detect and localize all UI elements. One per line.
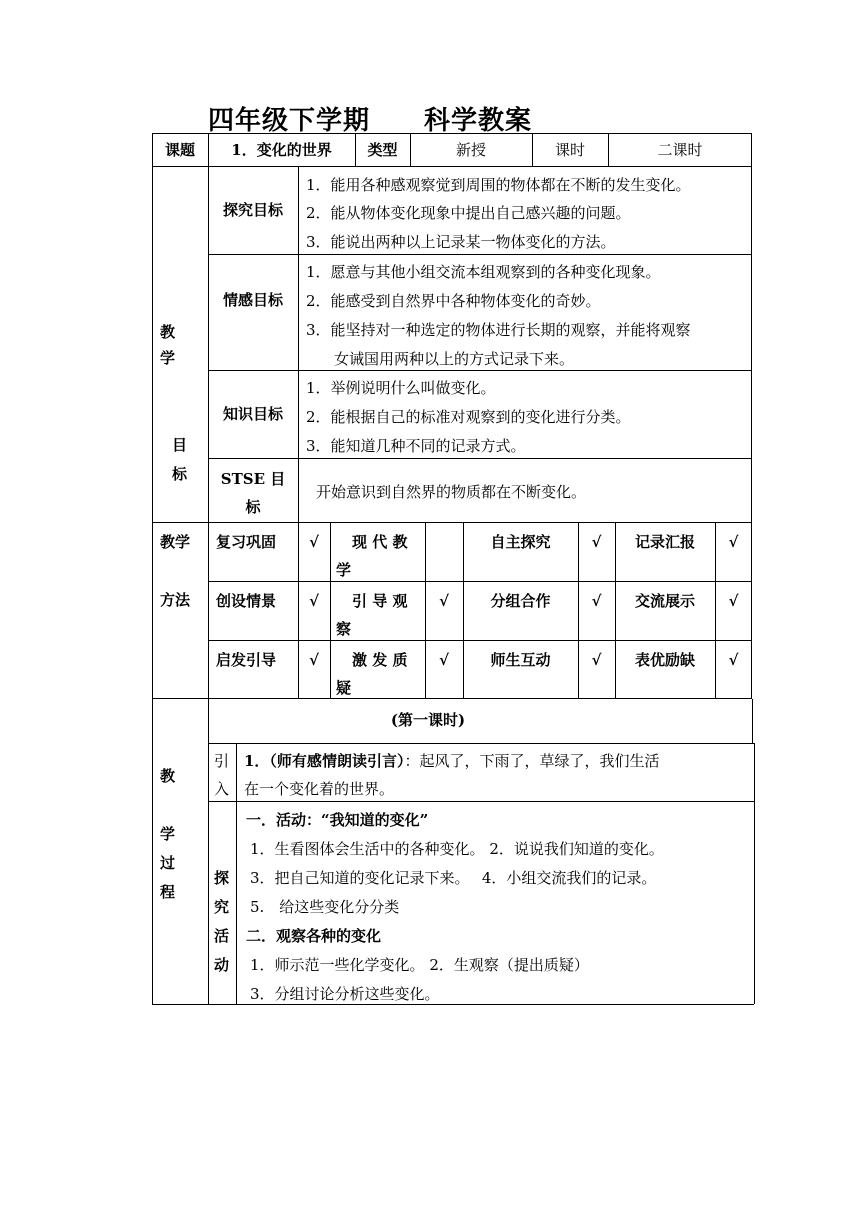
method-check: √ <box>309 651 319 669</box>
knowledge-goal-item: 1．举例说明什么叫做变化。 <box>306 379 496 397</box>
goals-section-label-3: 目 <box>172 436 188 454</box>
stse-goal-label: STSE 目 <box>220 470 286 488</box>
explore-activity-label-4: 动 <box>214 956 230 974</box>
hours-label: 课时 <box>554 140 585 159</box>
emotion-goal-item: 2．能感受到自然界中各种物体变化的奇妙。 <box>306 292 601 310</box>
topic-label: 课题 <box>164 140 195 159</box>
method-item: 表优励缺 <box>634 651 695 669</box>
method-check: √ <box>309 592 319 610</box>
method-check: √ <box>439 651 449 669</box>
method-item: 激 发 质 <box>352 651 408 669</box>
method-item: 创设情景 <box>216 592 277 610</box>
methods-label-line2: 方法 <box>160 591 191 609</box>
process-section-label-2: 学 <box>160 825 176 843</box>
method-item: 记录汇报 <box>634 533 695 551</box>
process-section-label-1: 教 <box>160 767 176 785</box>
emotion-goal-item: 3．能坚持对一种选定的物体进行长期的观察，并能将观察 <box>306 321 691 339</box>
method-item: 分组合作 <box>490 592 551 610</box>
method-item: 复习巩固 <box>216 533 277 551</box>
stse-goal-text: 开始意识到自然界的物质都在不断变化。 <box>316 483 587 501</box>
method-item: 现 代 教 <box>352 533 408 551</box>
method-check: √ <box>728 533 739 551</box>
method-item: 师生互动 <box>490 651 551 669</box>
goals-section-label-4: 标 <box>172 465 188 483</box>
explore-goal-item: 2．能从物体变化现象中提出自己感兴趣的问题。 <box>306 204 631 222</box>
activity-2-line: 3．分组讨论分析这些变化。 <box>250 985 440 1003</box>
method-item: 自主探究 <box>490 533 551 551</box>
method-item: 引 导 观 <box>352 592 408 610</box>
method-check: √ <box>591 533 602 551</box>
method-check: √ <box>439 592 449 610</box>
goals-section-label-2: 学 <box>160 349 176 367</box>
intro-line-1 <box>244 751 659 771</box>
activity-2-title: 二．观察各种的变化 <box>246 927 382 945</box>
method-item-line2: 疑 <box>336 679 352 697</box>
emotion-goal-item: 女诫国用两种以上的方式记录下来。 <box>334 350 575 368</box>
lesson-title: (第一课时) <box>390 711 466 729</box>
activity-1-line: 5. 给这些变化分分类 <box>250 898 400 916</box>
knowledge-goal-item: 2．能根据自己的标准对观察到的变化进行分类。 <box>306 408 631 426</box>
activity-1-line: 3．把自己知道的变化记录下来。 4．小组交流我们的记录。 <box>250 869 657 887</box>
intro-label-2: 入 <box>214 780 230 798</box>
method-check: √ <box>591 592 602 610</box>
knowledge-goal-item: 3．能知道几种不同的记录方式。 <box>306 437 526 455</box>
hours-value: 二课时 <box>657 140 703 159</box>
process-section-label-3: 过 <box>160 854 176 872</box>
knowledge-goal-label: 知识目标 <box>222 405 283 423</box>
stse-goal-label-line2: 标 <box>245 498 261 516</box>
method-item-line2: 察 <box>336 620 352 638</box>
type-label: 类型 <box>367 140 398 159</box>
method-item: 启发引导 <box>216 651 277 669</box>
activity-2-line: 1．师示范一些化学变化。 2．生观察（提出质疑） <box>250 956 589 974</box>
method-check: √ <box>728 592 739 610</box>
method-item: 交流展示 <box>634 592 695 610</box>
explore-goal-item: 1．能用各种感观察觉到周围的物体都在不断的发生变化。 <box>306 176 691 194</box>
topic-value: 1．变化的世界 <box>231 140 332 159</box>
type-value: 新授 <box>455 140 486 159</box>
intro-line-1-rest: ：起风了，下雨了，草绿了，我们生活 <box>404 752 660 770</box>
emotion-goal-item: 1．愿意与其他小组交流本组观察到的各种变化现象。 <box>306 263 661 281</box>
activity-1-line: 1．生看图体会生活中的各种变化。 2．说说我们知道的变化。 <box>250 840 664 858</box>
intro-line-2: 在一个变化着的世界。 <box>244 780 395 798</box>
intro-line-1-bold: 1．（师有感情朗读引言） <box>244 752 405 770</box>
process-section-label-4: 程 <box>160 883 176 901</box>
intro-label-1: 引 <box>214 752 230 770</box>
methods-label: 教学 <box>160 533 191 551</box>
explore-activity-label-3: 活 <box>214 927 230 945</box>
method-item-line2: 学 <box>336 561 352 579</box>
explore-activity-label-1: 探 <box>214 869 230 887</box>
explore-goal-label: 探究目标 <box>222 201 283 219</box>
page-title: 四年级下学期 科学教案 <box>208 106 533 136</box>
explore-goal-item: 3．能说出两种以上记录某一物体变化的方法。 <box>306 233 616 251</box>
method-check: √ <box>591 651 602 669</box>
activity-1-title: 一．活动：“我知道的变化” <box>246 811 429 829</box>
emotion-goal-label: 情感目标 <box>222 291 283 309</box>
goals-section-label-1: 教 <box>160 323 176 341</box>
method-check: √ <box>309 533 319 551</box>
explore-activity-label-2: 究 <box>214 898 230 916</box>
method-check: √ <box>728 651 739 669</box>
